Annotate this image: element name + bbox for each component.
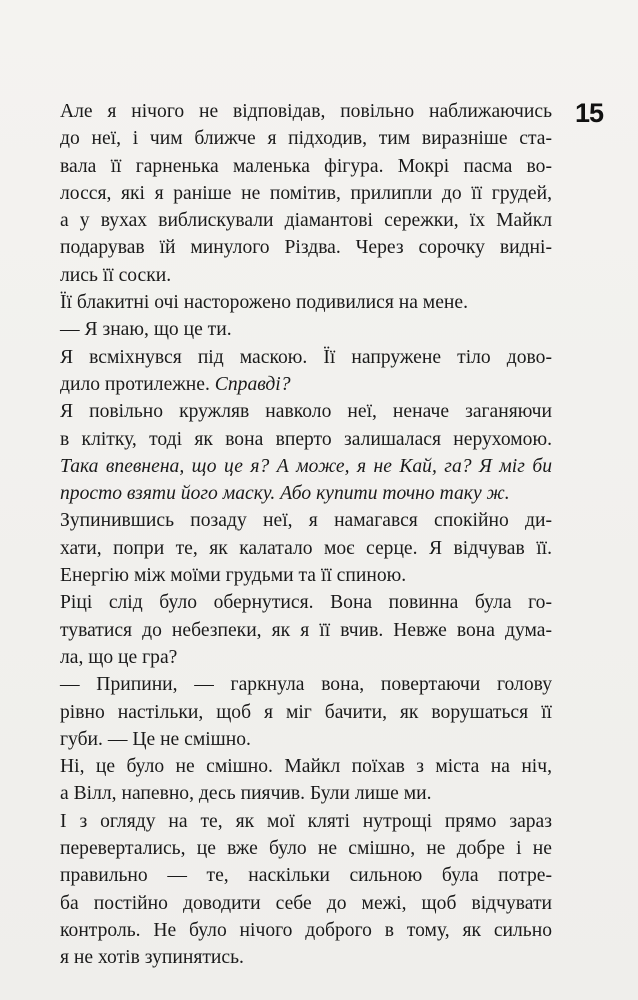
text-line: Така впевнена, що це я? А може, я не Кай, га? Я міг би: [60, 455, 552, 477]
text-line: вала її гарненька маленька фігура. Мокрі пасма во-: [60, 155, 552, 177]
text-line: лись її соски.: [60, 264, 172, 286]
text-line: контроль. Не було нічого доброго в тому, як сильно: [60, 919, 552, 941]
text-line: Я повільно кружляв навколо неї, неначе заганяючи: [60, 401, 552, 423]
text-line: [60, 371, 552, 398]
text-line: Ріці слід було обернутися. Вона повинна була го-: [60, 592, 552, 614]
text-line: — Припини, — гаркнула вона, повертаючи голову: [60, 674, 552, 696]
italic-fragment: Справді?: [214, 373, 291, 395]
text-line: туватися до небезпеки, як я її вчив. Невже вона дума-: [60, 619, 552, 641]
text-line: Енергію між моїми грудьми та її спиною.: [60, 565, 407, 587]
text-line: Зупинившись позаду неї, я намагався спокійно ди-: [60, 510, 552, 532]
text-line: І з огляду на те, як мої кляті нутрощі прямо зараз: [60, 810, 552, 832]
text-line: перевертались, це вже було не смішно, не добре і не: [60, 838, 552, 860]
text-line: просто взяти його маску. Або купити точно таку ж.: [60, 483, 510, 505]
text-line: ба постійно доводити себе до межі, щоб відчувати: [60, 892, 552, 914]
text-line: Але я нічого не відповідав, повільно наближаючись: [60, 101, 552, 122]
text-line: до неї, і чим ближче я підходив, тим виразніше ста-: [60, 128, 552, 150]
text-line: лосся, які я раніше не помітив, прилипли до її грудей,: [60, 182, 552, 204]
text-line: а у вухах виблискували діамантові сережки, їх Майкл: [60, 210, 552, 232]
text-line: правильно — те, наскільки сильною була потре-: [60, 865, 552, 887]
page-number: 15: [575, 98, 604, 128]
text-line: в клітку, тоді як вона вперто залишалася нерухомою.: [60, 428, 552, 450]
text-line: Ні, це було не смішно. Майкл поїхав з міста на ніч,: [60, 756, 552, 778]
text-line: я не хотів зупинятись.: [60, 947, 244, 969]
text-line: ла, що це гра?: [60, 646, 178, 668]
text-fragment: дило протилежне.: [60, 373, 215, 395]
text-line: а Вілл, напевно, десь пиячив. Були лише ми.: [60, 783, 432, 805]
text-line: Її блакитні очі насторожено подивилися на мене.: [60, 292, 468, 314]
text-line: хати, попри те, як калатало моє серце. Я відчував її.: [60, 537, 552, 559]
text-line: губи. — Це не смішно.: [60, 728, 251, 750]
text-line: Я всміхнувся під маскою. Її напружене тіло дово-: [60, 346, 552, 368]
body-text: [60, 98, 552, 972]
text-line: рівно настільки, щоб я міг бачити, як ворушаться її: [60, 701, 552, 723]
text-line: подарував їй минулого Різдва. Через сорочку видні-: [60, 237, 552, 259]
text-line: — Я знаю, що це ти.: [60, 319, 232, 341]
